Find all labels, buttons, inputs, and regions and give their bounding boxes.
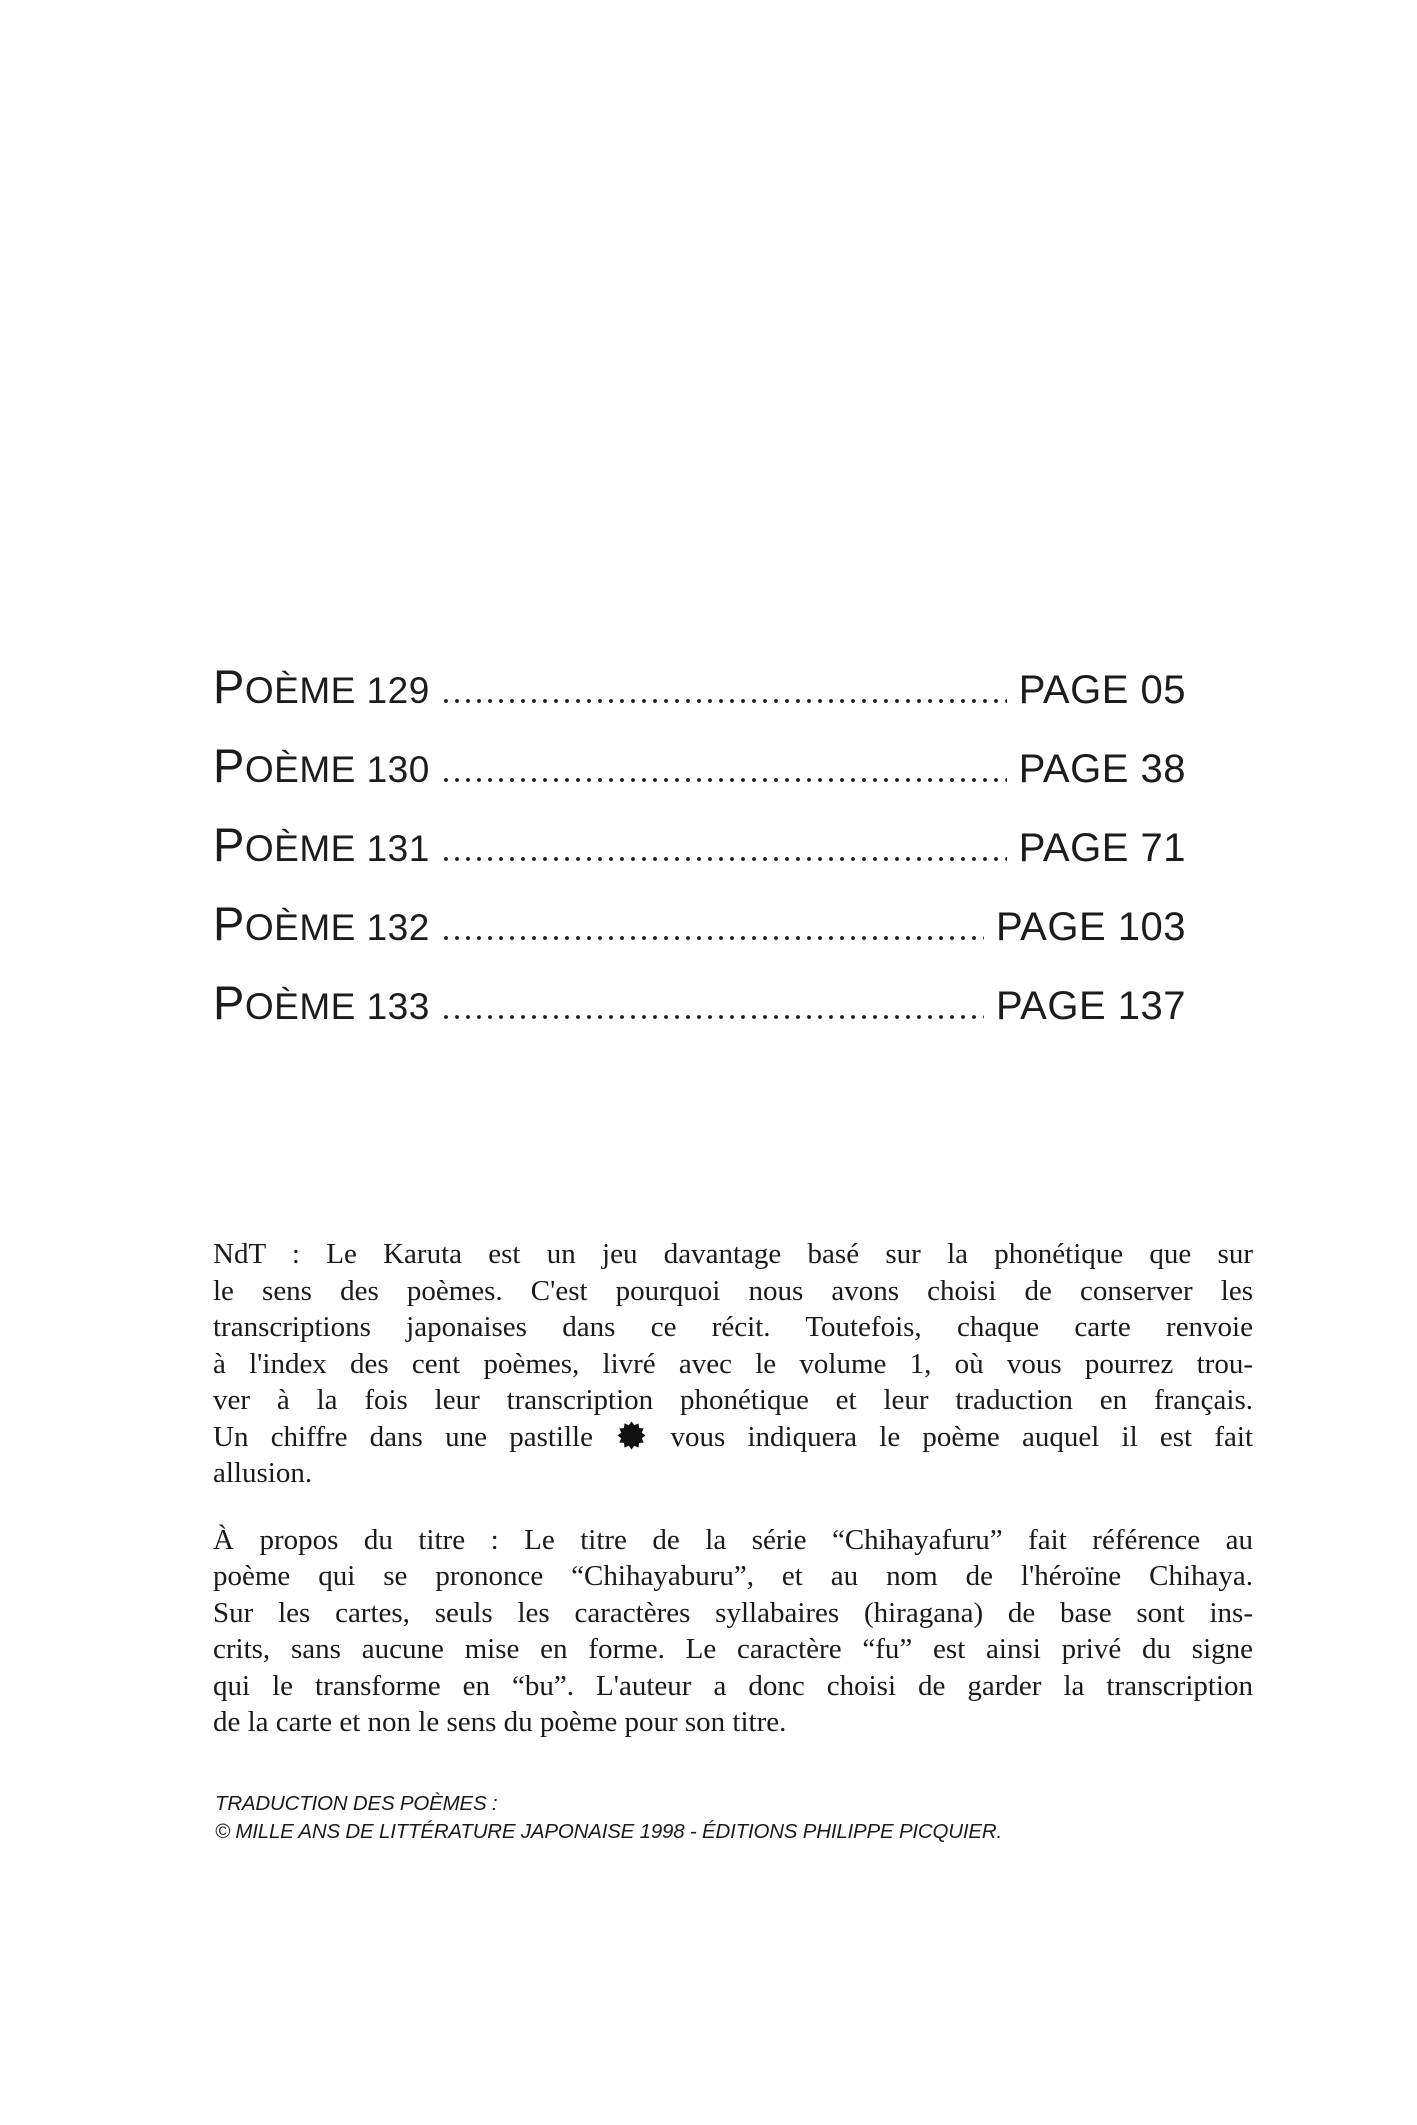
toc-entry-page: PAGE 103 <box>995 905 1186 949</box>
pastille-icon <box>617 1421 646 1450</box>
toc-entry-page: PAGE 71 <box>1018 826 1186 870</box>
note-line-text: vous indiquera le poème auquel il est fait <box>670 1420 1253 1453</box>
dotted-leader <box>444 857 1007 861</box>
toc-entry-label: POÈME 129 <box>213 660 430 713</box>
note-line: À propos du titre : Le titre de la série “Chihayafuru” fait référence au <box>213 1523 1253 1556</box>
toc-row <box>213 660 1186 713</box>
note-line: le sens des poèmes. C'est pourquoi nous avons choisi de conserver les <box>213 1274 1253 1307</box>
note-line: ver à la fois leur transcription phonétique et leur traduction en français. <box>213 1384 1253 1416</box>
dotted-leader <box>444 936 984 940</box>
note-line-text: Un chiffre dans une pastille <box>213 1420 593 1453</box>
note-line: qui le transforme en “bu”. L'auteur a donc choisi de garder la transcription <box>213 1669 1253 1702</box>
note-line: allusion. <box>213 1457 313 1489</box>
note-line: transcriptions japonaises dans ce récit. Toutefois, chaque carte renvoie <box>213 1311 1253 1343</box>
toc-row <box>213 739 1186 792</box>
translator-note-paragraph <box>213 1236 1253 1492</box>
toc-entry-label: POÈME 130 <box>213 739 430 792</box>
note-line: crits, sans aucune mise en forme. Le caractère “fu” est ainsi privé du signe <box>213 1633 1253 1665</box>
credits-line: TRADUCTION DES POÈMES : <box>215 1792 498 1815</box>
credits-line: © MILLE ANS DE LITTÉRATURE JAPONAISE 1998 - ÉDITIONS PHILIPPE PICQUIER. <box>215 1819 1002 1843</box>
toc-entry-page: PAGE 05 <box>1018 668 1186 712</box>
toc-row <box>213 818 1186 871</box>
toc-entry-page: PAGE 137 <box>995 984 1186 1028</box>
note-line: à l'index des cent poèmes, livré avec le volume 1, où vous pourrez trou- <box>213 1347 1253 1380</box>
toc-entry-page: PAGE 38 <box>1018 747 1186 791</box>
note-line: Sur les cartes, seuls les caractères syllabaires (hiragana) de base sont ins- <box>213 1596 1253 1629</box>
notes-block <box>213 1236 1253 1771</box>
toc-row <box>213 897 1186 950</box>
toc-entry-label: POÈME 133 <box>213 976 430 1029</box>
note-line: poème qui se prononce “Chihayaburu”, et au nom de l'héroïne Chihaya. <box>213 1560 1253 1592</box>
toc-row <box>213 976 1186 1029</box>
note-line-with-icon <box>213 1419 1253 1456</box>
table-of-contents <box>213 660 1186 1059</box>
toc-entry-label: POÈME 131 <box>213 818 430 871</box>
note-line: de la carte et non le sens du poème pour son titre. <box>213 1706 787 1738</box>
toc-entry-label: POÈME 132 <box>213 897 430 950</box>
note-line: NdT : Le Karuta est un jeu davantage basé sur la phonétique que sur <box>213 1238 1253 1270</box>
dotted-leader <box>444 778 1007 782</box>
title-note-paragraph <box>213 1522 1253 1741</box>
credits-footer <box>215 1790 1002 1845</box>
dotted-leader <box>444 1015 984 1019</box>
dotted-leader <box>444 699 1007 703</box>
